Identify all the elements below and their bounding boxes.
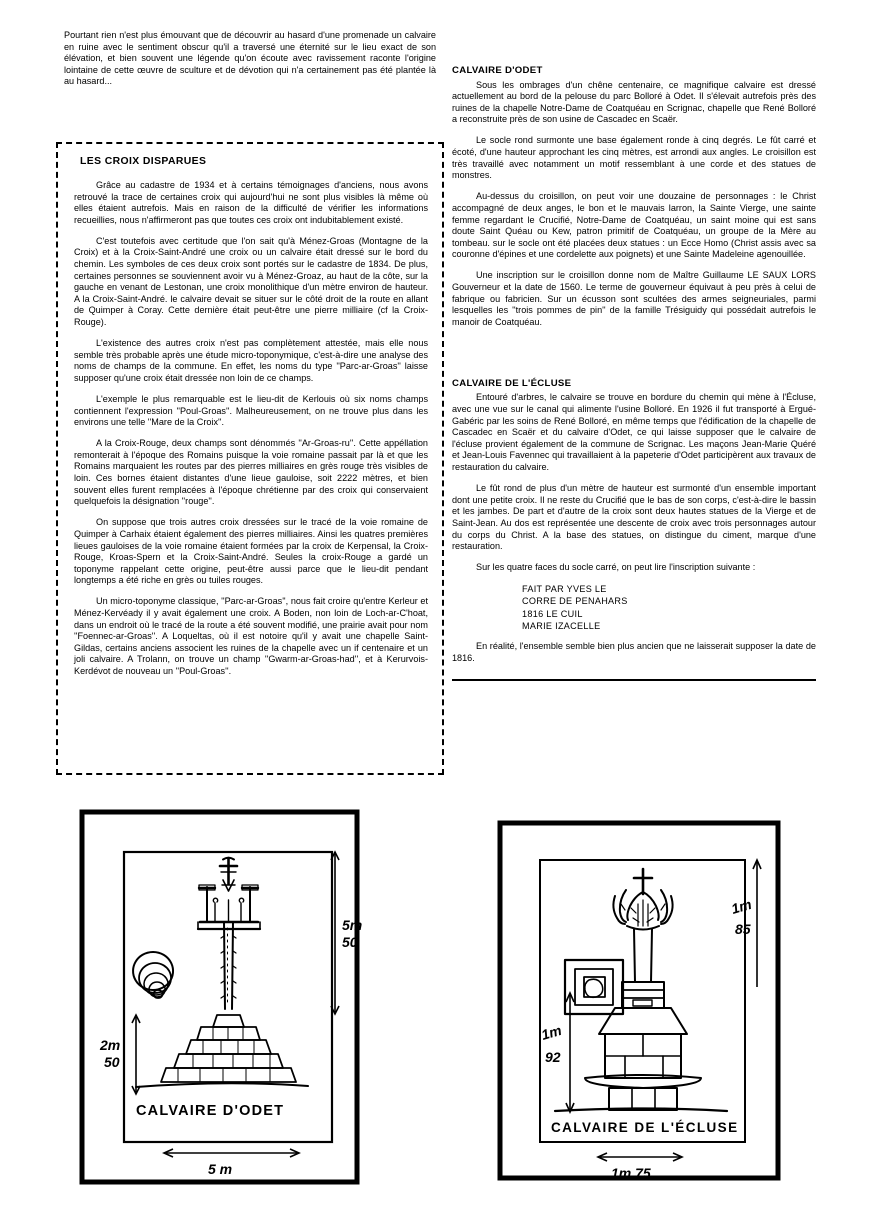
ecluse-paragraph-2: Le fût rond de plus d'un mètre de hauteur est surmonté d'un ensemble important dont une petite croix. Il ne reste du Crucifié que le bas de son corps, c'est-à-dire le bassin et les jambes. De part et d'autre de la croix sont deux hautes statues de la Vierge et de Saint-Jean. Au dos est représentée une descente de croix avec trois personnages autour du corps du Christ. A la base des statues, on distingue du ciment, marque d'une restauration.	[452, 483, 816, 552]
section-gap	[452, 338, 816, 378]
dimension-height-right-label-2: 50	[342, 934, 358, 950]
dimension-height-left-label-1: 2m	[100, 1037, 121, 1053]
dimension-height-right-label-1: 1m	[729, 895, 754, 917]
boxed-article-title: LES CROIX DISPARUES	[80, 156, 207, 167]
ecluse-inscription-intro: Sur les quatre faces du socle carré, on peut lire l'inscription suivante :	[476, 562, 756, 573]
boxed-paragraph-7: Un micro-toponyme classique, ''Parc-ar-Groas'', nous fait croire qu'entre Kerleur et Ménez-Kervéady il y avait également une croix. A Boden, non loin de Loch-ar-C'hoat, dans un endroit où le tracé de la route a été souvent modifié, une prairie avait pour nom ''Foennec-ar-Groas''. A Loqueltas, où il est notoire qu'il y avait une chapelle Saint-Gildas, certains anciens associent les ruines de la chapelle avec un if centenaire et un joli calvaire. A Trolann, on trouve un champ ''Gwarm-ar-Groas-had'', et à Kerurvois-Kerdévot de nouveau un ''Poul-Groas''.	[74, 596, 428, 676]
odet-paragraph-3: Au-dessus du croisillon, on peut voir une douzaine de personnages : le Christ accompagné de deux anges, le bon et le mauvais larron, la Sainte Vierge, une sainte femme regardant le Crucifié, Notre-Dame de Coatquéau, un saint moine qui est sans doute Saint Quéau ou Kew, patron primitif de Coatquéau, un groupe de la Mère au tombeau. sur le socle ont été placées deux statues : un Ecce Homo (Christ assis avec sa couronne d'épines et une cordelette aux poignets) et une Sainte Madeleine agenouillée.	[452, 191, 816, 260]
section-title-odet: CALVAIRE D'ODET	[452, 65, 543, 76]
odet-paragraph-2: Le socle rond surmonte une base également ronde à cinq degrés. Le fût carré et écoté, d'une hauteur approchant les cinq mètres, est arrondi aux angles. Le croisillon est très travaillé avec notamment un motif ressemblant à une corde et des statues de monstres.	[452, 135, 816, 181]
ecluse-paragraph-1: Entouré d'arbres, le calvaire se trouve en bordure du chemin qui mène à l'Écluse, avec une vue sur le canal qui alimente l'usine Bolloré. En 1926 il fut transporté à Ergué-Gabéric par les soins de René Bolloré, en même temps que l'édification de la chapelle de Cascadec en Scaër et du calvaire d'Odet, ce qui laisse supposer que le calvaire de l'écluse provient également de la commune de Scrignac. Les maçons Jean-Marie Quéré et Jean-Louis Favennec qui travaillaient à la papeterie d'Odet participèrent aux travaux de restauration du calvaire.	[452, 392, 816, 473]
boxed-paragraph-2: C'est toutefois avec certitude que l'on sait qu'à Ménez-Groas (Montagne de la Croix) et à la Croix-Saint-André une croix ou un calvaire était dressé sur le bord du chemin. Les symboles de ces deux croix sont portés sur le cadastre de 1834. De plus, certaines personnes se souviennent avoir vu à Ménez-Groaz, au haut de la côte, sur la gauche en venant de Lestonan, une croix monolithique d'un mètre environ de hauteur. A la Croix-Saint-André. le calvaire devait se situer sur le côté droit de la route en allant de Quimper à Coray. Cette dernière était peut-être une pierre milliaire (cf la Croix-Rouge).	[74, 235, 428, 328]
inscription-line-1: FAIT PAR YVES LE	[522, 583, 607, 594]
boxed-paragraph-5: A la Croix-Rouge, deux champs sont dénommés ''Ar-Groas-ru''. Cette appéllation remonterait à l'époque des Romains puisque la voie romaine passait par là et que les Romains marquaient les routes par des pierres milliaires en grès rouge très visibles de loin. Ces bornes étaient distantes d'une lieue gauloise, soit 2222 mètres, et bien souvent elles furent remplacées à l'époque chrétienne par des croix qui conservaient quelquefois la désignation ''rouge''.	[74, 438, 428, 507]
intro-paragraph: Pourtant rien n'est plus émouvant que de découvrir au hasard d'une promenade un calvaire en ruine avec le sentiment obscur qu'il a traversé une éternité sur le lieu exact de son élévation, et bien souvent une légende qu'on écoute avec ravissement raconte l'origine lointaine de cette œuvre de sculture et de dévotion qui n'a certainement pas été plantée là au hasard...	[64, 30, 436, 87]
inscription-line-4: MARIE IZACELLE	[522, 621, 601, 631]
dimension-height-left-label-2: 50	[104, 1054, 120, 1070]
dimension-width-bottom-label: 5 m	[208, 1161, 233, 1177]
boxed-paragraph-1: Grâce au cadastre de 1934 et à certains témoignages d'anciens, nous avons retrouvé la trace de certaines croix qui aujourd'hui ne sont plus visibles là même où elles étaient autrefois. Mais en raison de la difficulté de vérifier les informations recueillies, nous n'affirmeront pas que toutes ces croix ont indubitablement existé.	[74, 180, 428, 225]
dimension-width-bottom-label: 1m 75	[611, 1165, 651, 1181]
dimension-height-right-label-2: 85	[735, 921, 751, 937]
figure-caption-odet: CALVAIRE D'ODET	[136, 1103, 285, 1119]
odet-paragraph-1: Sous les ombrages d'un chêne centenaire, ce magnifique calvaire est dressé actuellement au bord de la pelouse du parc Bolloré à Odet. Il s'élevait autrefois près des ruines de la chapelle Notre-Dame de Coatquéau en Scrignac, chapelle que René Bolloré a reconstruite près de son usine de Cascadec en Scaër.	[452, 79, 816, 125]
dimension-height-left-label-2: 92	[545, 1049, 561, 1065]
inscription-line-2: CORRE DE PENAHARS	[522, 596, 628, 607]
figure-calvaire-odet	[78, 808, 368, 1193]
section-divider-rule	[452, 679, 816, 681]
inscription-line-3: 1816 LE CUIL	[522, 608, 583, 619]
figure-caption-ecluse: CALVAIRE DE L'ÉCLUSE	[551, 1120, 739, 1135]
intro-column	[64, 30, 436, 88]
boxed-paragraph-4: L'exemple le plus remarquable est le lieu-dit de Kerlouis où six noms champs contiennent l'expression ''Poul-Groas''. Malheureusement, on ne trouve plus dans les environs une telle ''Mare de la Croix''.	[74, 394, 428, 428]
dimension-height-right-label-1: 5m	[342, 917, 363, 933]
boxed-paragraph-6: On suppose que trois autres croix dressées sur le tracé de la voie romaine de Quimper à Carhaix étaient également des pierres milliaires. Ainsi les quatres premières lieues gauloises de la voie romaine étaient formées par la croix de Kerpensal, la Croix-Rouge, Kroas-Spern et la Croix-Saint-André. Seules la croix-Rouge a gardé un toponyme rappelant cette origine, peut-être aussi parce que le lieu-dit pendant longtemps a été riche en grès ou tuiles rouges.	[74, 517, 428, 586]
right-column	[452, 65, 816, 681]
dimension-height-left-label-1: 1m	[539, 1021, 564, 1043]
section-title-ecluse: CALVAIRE DE L'ÉCLUSE	[452, 377, 572, 389]
boxed-paragraph-3: L'existence des autres croix n'est pas complètement attestée, mais elle nous semble très probable après une étude micro-toponymique, c'est-à-dire une analyse des noms de champs de la commune. En effet, les noms du type ''Parc-ar-Groas'' laisse supposer qu'une croix était dressée non loin de ce champs.	[74, 338, 428, 383]
odet-paragraph-4: Une inscription sur le croisillon donne nom de Maître Guillaume LE SAUX LORS Gouverneur et la date de 1560. Le terme de gouverneur équivaut à peu près à celui de fabrique ou fabricien. Sur un écusson sont scultées des armes seigneuriales, parmi lesquelles les ''trois pommes de pin'' de la famille Trésiguidy qui possédait autrefois le manoir de Coatquéau.	[452, 270, 816, 327]
figure-calvaire-ecluse	[495, 812, 790, 1190]
ecluse-inscription-block	[452, 583, 816, 633]
boxed-article-croix-disparues	[56, 142, 444, 775]
ecluse-closing-paragraph: En réalité, l'ensemble semble bien plus ancien que ne laisserait supposer la date de 1816.	[452, 641, 816, 663]
